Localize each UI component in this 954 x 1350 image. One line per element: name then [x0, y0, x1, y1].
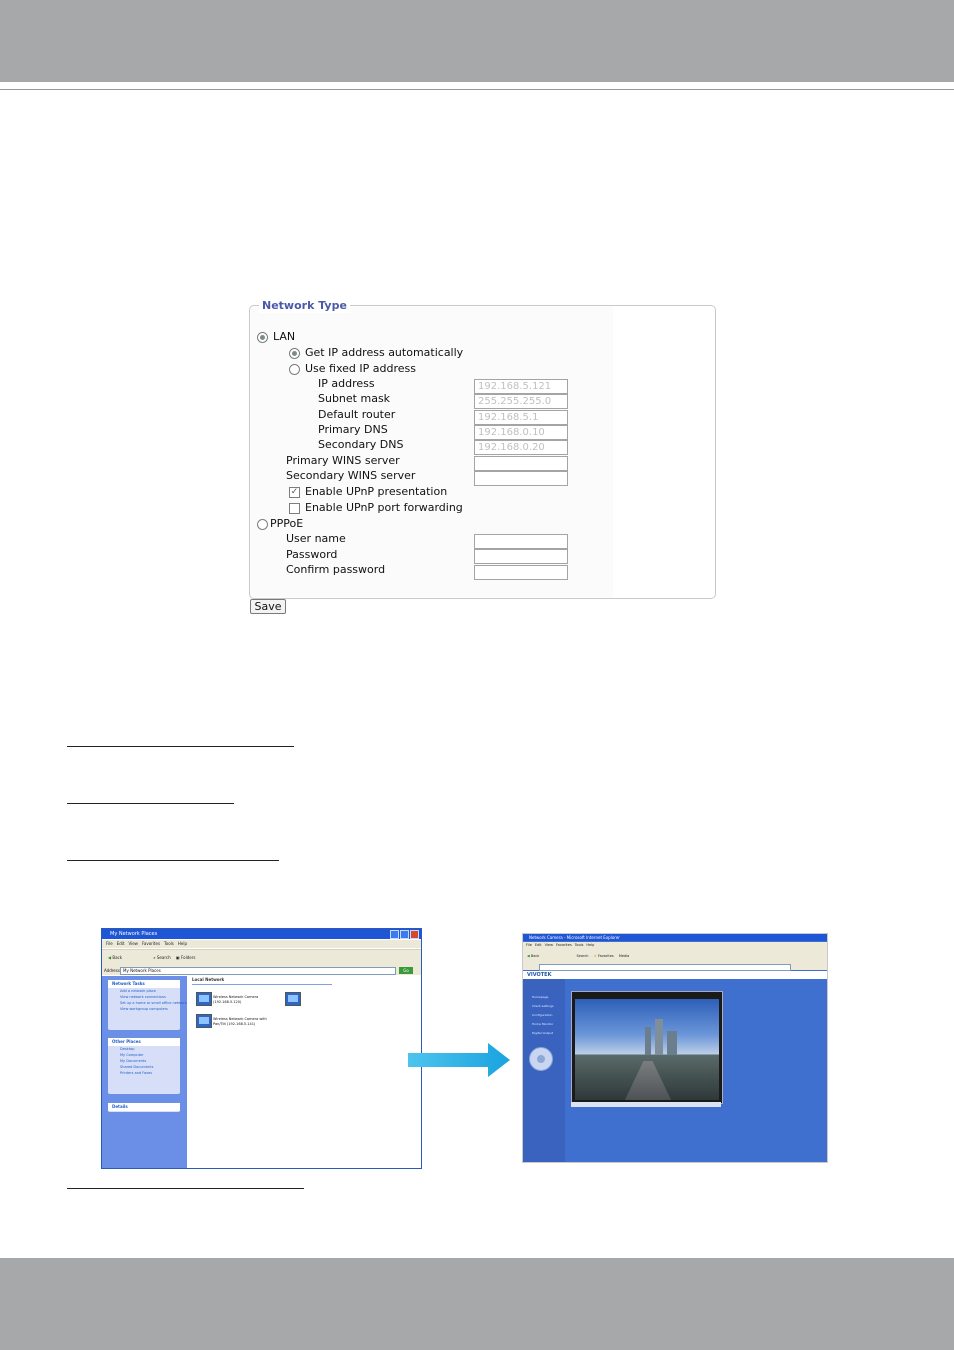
- go-button[interactable]: Go: [399, 967, 413, 974]
- browser-menu-bar: [523, 942, 827, 949]
- password-label: Password: [286, 548, 338, 561]
- place-my-documents[interactable]: My Documents: [120, 1059, 147, 1063]
- primary-wins-label: Primary WINS server: [286, 454, 400, 467]
- secondary-wins-label: Secondary WINS server: [286, 469, 416, 482]
- secondary-wins-field[interactable]: [474, 471, 568, 486]
- browser-search-button[interactable]: Search: [576, 954, 589, 958]
- back-icon[interactable]: ◀: [108, 955, 112, 960]
- menu-help[interactable]: Help: [177, 941, 188, 946]
- confirm-password-field[interactable]: [474, 565, 568, 580]
- link-underline-2: [67, 803, 234, 804]
- browser-back-icon[interactable]: ◀: [527, 954, 530, 958]
- fixed-ip-label: Use fixed IP address: [305, 362, 416, 375]
- secondary-dns-label: Secondary DNS: [318, 438, 404, 451]
- device-2-label[interactable]: Wireless Network Camera with Pan/Tilt (192.168.5.141): [213, 1017, 267, 1026]
- vivotek-logo: VIVOTEK: [527, 972, 552, 978]
- network-tasks-head[interactable]: Network Tasks: [108, 980, 180, 988]
- task-view-connections[interactable]: View network connections: [120, 995, 166, 999]
- default-router-label: Default router: [318, 408, 396, 421]
- confirm-password-label: Confirm password: [286, 563, 386, 576]
- favorites-icon[interactable]: ★: [593, 954, 597, 958]
- nav-client-settings[interactable]: Client settings: [532, 1004, 554, 1008]
- network-camera-pt-icon[interactable]: [196, 1014, 212, 1028]
- password-field[interactable]: [474, 549, 568, 564]
- folders-button[interactable]: Folders: [180, 955, 196, 960]
- user-name-field[interactable]: [474, 534, 568, 549]
- menu-favorites[interactable]: Favorites: [141, 941, 161, 946]
- folders-icon[interactable]: ▣: [175, 955, 180, 960]
- explorer-menu-bar: [102, 940, 421, 948]
- browser-favorites-button[interactable]: Favorites: [597, 954, 614, 958]
- browser-title: Network Camera - Microsoft Internet Explorer: [529, 935, 620, 940]
- ip-address-field[interactable]: 192.168.5.121: [474, 379, 568, 394]
- close-icon[interactable]: [410, 930, 419, 939]
- camera-control-bar: [571, 1102, 721, 1107]
- place-desktop[interactable]: Desktop: [120, 1047, 135, 1051]
- task-add-network-place[interactable]: Add a network place: [120, 989, 156, 993]
- menu-tools[interactable]: Tools: [164, 941, 174, 946]
- nav-homepage[interactable]: Homepage: [532, 995, 549, 999]
- subnet-mask-label: Subnet mask: [318, 392, 391, 405]
- menu-edit[interactable]: Edit: [116, 941, 125, 946]
- user-name-label: User name: [286, 532, 346, 545]
- link-underline-4: [67, 1188, 304, 1189]
- browser-menu-tools[interactable]: Tools: [574, 943, 584, 947]
- link-underline-3: [67, 860, 279, 861]
- window-controls: [389, 930, 419, 938]
- other-places-box: [108, 1038, 180, 1094]
- nav-configuration[interactable]: Configuration: [532, 1013, 553, 1017]
- primary-dns-label: Primary DNS: [318, 423, 388, 436]
- search-button[interactable]: Search: [156, 955, 171, 960]
- browser-back-button[interactable]: Back: [530, 954, 540, 958]
- menu-view[interactable]: View: [128, 941, 138, 946]
- auto-ip-radio[interactable]: [289, 348, 300, 359]
- explorer-content: [188, 976, 421, 1168]
- address-input[interactable]: My Network Places: [120, 967, 396, 975]
- default-router-field[interactable]: 192.168.5.1: [474, 410, 568, 425]
- camera-live-view: [575, 999, 719, 1100]
- secondary-dns-field[interactable]: 192.168.0.20: [474, 440, 568, 455]
- browser-window-screenshot: [522, 933, 828, 1163]
- browser-title-bar: [523, 934, 827, 941]
- explorer-title-bar: [102, 929, 421, 939]
- browser-menu-edit[interactable]: Edit: [534, 943, 542, 947]
- network-type-legend: Network Type: [259, 299, 350, 313]
- local-network-head: Local Network: [192, 977, 225, 982]
- camera-nav-panel: [523, 979, 565, 1162]
- back-button[interactable]: Back: [112, 955, 123, 960]
- browser-menu-view[interactable]: View: [544, 943, 553, 947]
- link-underline-1: [67, 746, 294, 747]
- primary-dns-field[interactable]: 192.168.0.10: [474, 425, 568, 440]
- auto-ip-label: Get IP address automatically: [305, 346, 464, 359]
- explorer-title: My Network Places: [110, 931, 158, 937]
- page-footer-band: [0, 1258, 954, 1350]
- maximize-icon[interactable]: [400, 930, 409, 939]
- fixed-ip-radio[interactable]: [289, 364, 300, 375]
- other-places-head[interactable]: Other Places: [108, 1038, 180, 1046]
- page-header-band: [0, 0, 954, 82]
- upnp-presentation-checkbox[interactable]: ✓: [290, 487, 299, 497]
- minimize-icon[interactable]: [390, 930, 399, 939]
- nav-home-monitor[interactable]: Home Monitor: [532, 1022, 554, 1026]
- pppoe-radio[interactable]: [257, 519, 268, 530]
- browser-media-button[interactable]: Media: [618, 954, 630, 958]
- explorer-address-bar: [102, 966, 421, 975]
- details-head[interactable]: Details: [108, 1103, 180, 1111]
- header-divider: [0, 89, 954, 90]
- network-tasks-box: [108, 980, 187, 1030]
- explorer-task-pane: [102, 976, 187, 1168]
- browser-address-input[interactable]: [539, 964, 791, 971]
- details-box: [108, 1103, 180, 1112]
- network-camera-icon[interactable]: [196, 992, 212, 1006]
- place-my-computer[interactable]: My Computer: [120, 1053, 144, 1057]
- pppoe-label: PPPoE: [270, 517, 304, 530]
- primary-wins-field[interactable]: [474, 456, 568, 471]
- explorer-window-screenshot: [101, 928, 422, 1169]
- save-button[interactable]: Save: [250, 599, 286, 614]
- ip-address-label: IP address: [318, 377, 375, 390]
- camera-header: [523, 971, 827, 979]
- place-printers[interactable]: Printers and Faxes: [120, 1071, 153, 1075]
- explorer-toolbar: [102, 949, 421, 966]
- network-device-icon[interactable]: [285, 992, 301, 1006]
- camera-video-frame: [571, 991, 723, 1104]
- lan-label: LAN: [273, 330, 296, 343]
- nav-digital-output[interactable]: Digital Output: [532, 1031, 554, 1035]
- upnp-port-forwarding-label: Enable UPnP port forwarding: [305, 501, 463, 514]
- lan-radio[interactable]: [257, 332, 268, 343]
- address-label: Address: [104, 968, 120, 973]
- menu-file[interactable]: File: [106, 941, 113, 946]
- ptz-control-icon[interactable]: [529, 1047, 553, 1071]
- arrow-right-icon: [408, 1043, 510, 1077]
- task-view-workgroup[interactable]: View workgroup computers: [120, 1007, 168, 1011]
- task-setup-network[interactable]: Set up a home or small office network: [120, 1001, 187, 1005]
- browser-menu-file[interactable]: File: [526, 943, 532, 947]
- search-icon[interactable]: ⌕: [153, 955, 156, 960]
- subnet-mask-field[interactable]: 255.255.255.0: [474, 394, 568, 409]
- browser-menu-help[interactable]: Help: [586, 943, 595, 947]
- browser-toolbar: [523, 949, 827, 963]
- browser-address-bar: [523, 963, 827, 970]
- device-1-label[interactable]: Wireless Network Camera (192.168.5.120): [213, 995, 259, 1004]
- upnp-port-forwarding-checkbox[interactable]: [289, 503, 300, 514]
- browser-menu-favorites[interactable]: Favorites: [555, 943, 572, 947]
- upnp-presentation-label: Enable UPnP presentation: [305, 485, 448, 498]
- place-shared-documents[interactable]: Shared Documents: [120, 1065, 154, 1069]
